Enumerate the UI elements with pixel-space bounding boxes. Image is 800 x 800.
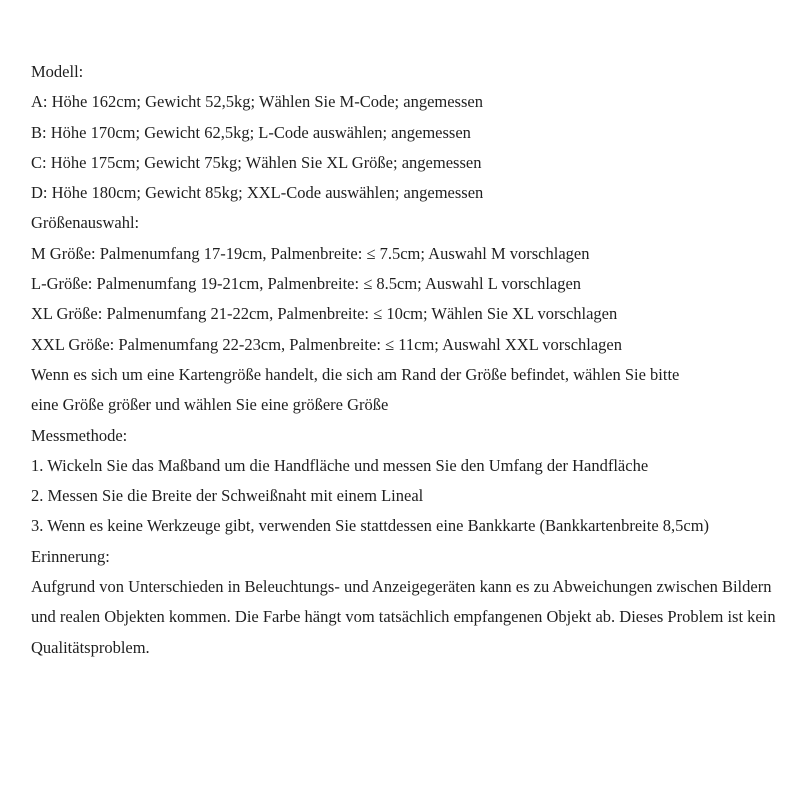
model-heading: Modell: bbox=[31, 62, 84, 81]
reminder-heading: Erinnerung: bbox=[31, 546, 110, 566]
size-guide-document bbox=[31, 57, 791, 663]
reminder-text: Aufgrund von Unterschieden in Beleuchtungs- und Anzeigegeräten kann es zu Abweichungen zwischen Bildern und realen Objekten kommen. Die Farbe hängt vom tatsächlich empfangenen Objekt ab. Dieses Problem ist kein Qualitätsproblem. bbox=[31, 577, 776, 657]
size-line-m: M Größe: Palmenumfang 17-19cm, Palmenbreite: ≤ 7.5cm; Auswahl M vorschlagen bbox=[31, 243, 590, 263]
size-note-line-2: eine Größe größer und wählen Sie eine größere Größe bbox=[31, 395, 389, 415]
size-line-l: L-Größe: Palmenumfang 19-21cm, Palmenbreite: ≤ 8.5cm; Auswahl L vorschlagen bbox=[31, 274, 582, 294]
model-line-b: B: Höhe 170cm; Gewicht 62,5kg; L-Code auswählen; angemessen bbox=[31, 122, 471, 142]
model-line-d: D: Höhe 180cm; Gewicht 85kg; XXL-Code auswählen; angemessen bbox=[31, 183, 484, 203]
size-selection-heading: Größenauswahl: bbox=[31, 213, 140, 233]
measure-step-1: 1. Wickeln Sie das Maßband um die Handfläche und messen Sie den Umfang der Handfläche bbox=[31, 455, 649, 475]
size-line-xl: XL Größe: Palmenumfang 21-22cm, Palmenbreite: ≤ 10cm; Wählen Sie XL vorschlagen bbox=[31, 304, 618, 324]
measure-step-3: 3. Wenn es keine Werkzeuge gibt, verwenden Sie stattdessen eine Bankkarte (Bankkartenbreite 8,5cm) bbox=[31, 516, 710, 536]
model-line-a: A: Höhe 162cm; Gewicht 52,5kg; Wählen Sie M-Code; angemessen bbox=[31, 92, 483, 112]
measure-heading: Messmethode: bbox=[31, 425, 128, 445]
size-note-line-1: Wenn es sich um eine Kartengröße handelt, die sich am Rand der Größe befindet, wählen Sie bitte bbox=[31, 364, 680, 384]
model-line-c: C: Höhe 175cm; Gewicht 75kg; Wählen Sie XL Größe; angemessen bbox=[31, 152, 482, 172]
measure-step-2: 2. Messen Sie die Breite der Schweißnaht mit einem Lineal bbox=[31, 486, 424, 506]
size-line-xxl: XXL Größe: Palmenumfang 22-23cm, Palmenbreite: ≤ 11cm; Auswahl XXL vorschlagen bbox=[31, 334, 623, 354]
